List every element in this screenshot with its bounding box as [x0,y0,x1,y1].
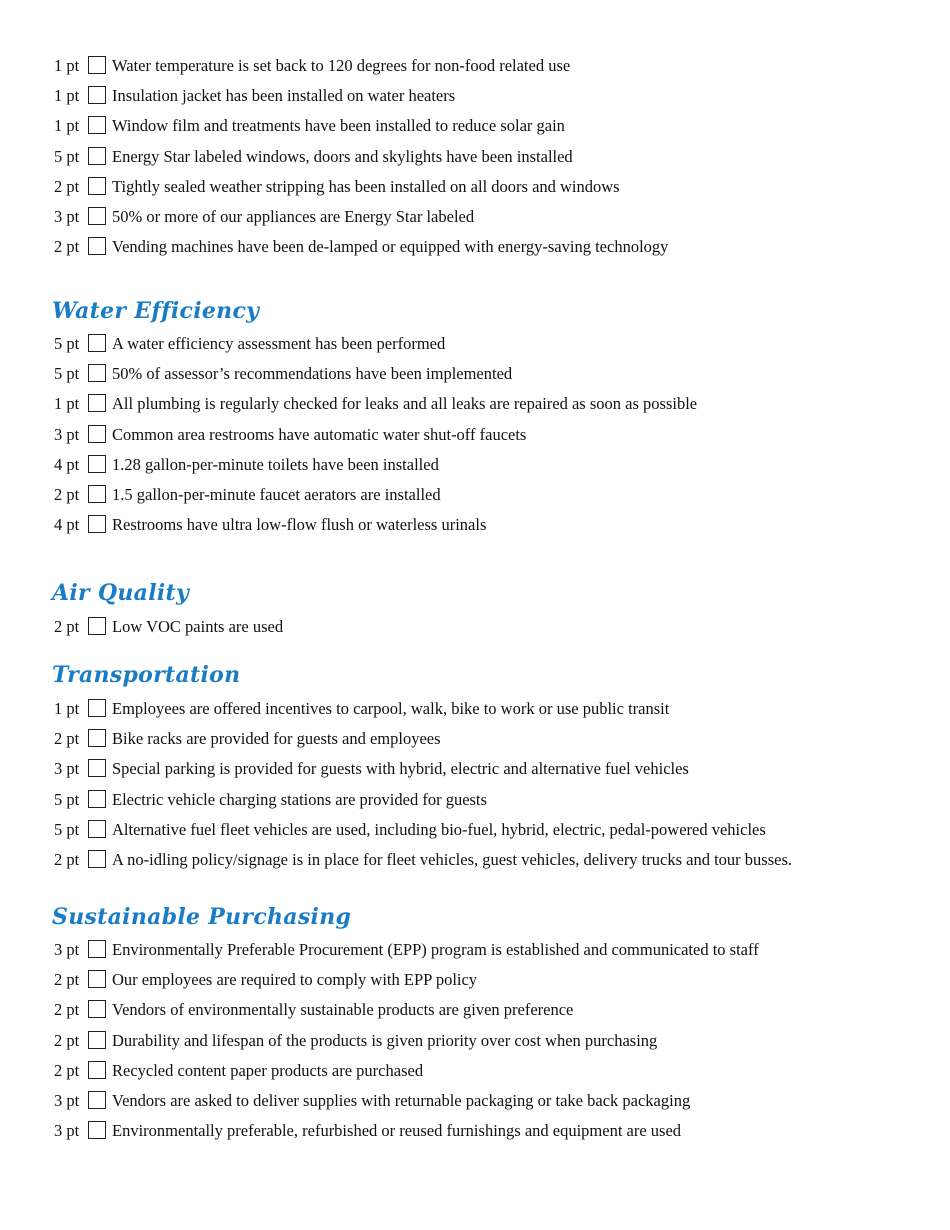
item-text: Vendors are asked to deliver supplies with returnable packaging or take back packaging [112,1090,691,1110]
checklist-item [0,424,950,454]
checklist-item [0,1120,950,1150]
item-checkbox[interactable] [88,1091,106,1109]
item-points: 2 pt [54,237,80,257]
item-checkbox[interactable] [88,515,106,533]
item-text: Insulation jacket has been installed on water heaters [112,86,456,106]
item-text: Durability and lifespan of the products is given priority over cost when purchasing [112,1030,658,1050]
item-points: 3 pt [54,206,80,226]
item-checkbox[interactable] [88,455,106,473]
item-points: 3 pt [54,759,80,779]
item-checkbox[interactable] [88,364,106,382]
item-points: 2 pt [54,970,80,990]
item-text: 50% of assessor’s recommendations have been implemented [112,364,513,384]
item-text: All plumbing is regularly checked for leaks and all leaks are repaired as soon as possible [112,394,698,414]
item-checkbox[interactable] [88,56,106,74]
item-text: A no-idling policy/signage is in place for fleet vehicles, guest vehicles, delivery trucks and tour busses. [112,849,792,869]
item-text: Tightly sealed weather stripping has been installed on all doors and windows [112,176,620,196]
item-checkbox[interactable] [88,1121,106,1139]
checklist-item [0,514,950,544]
item-points: 2 pt [54,1000,80,1020]
item-checkbox[interactable] [88,759,106,777]
item-checkbox[interactable] [88,334,106,352]
item-text: Our employees are required to comply with EPP policy [112,970,478,990]
item-points: 3 pt [54,1090,80,1110]
item-points: 4 pt [54,454,80,474]
item-text: Environmentally Preferable Procurement (EPP) program is established and communicated to staff [112,940,759,959]
item-checkbox[interactable] [88,116,106,134]
checklist-item [0,363,950,393]
item-points: 2 pt [54,1030,80,1050]
item-points: 5 pt [54,789,80,809]
checklist-item [0,849,950,879]
item-text: Special parking is provided for guests with hybrid, electric and alternative fuel vehicles [112,759,689,779]
item-points: 3 pt [54,424,80,444]
item-text: Energy Star labeled windows, doors and skylights have been installed [112,146,573,166]
item-points: 3 pt [54,1121,80,1141]
checklist-item [0,758,950,788]
item-text: Environmentally preferable, refurbished or reused furnishings and equipment are used [112,1121,682,1141]
item-points: 2 pt [54,176,80,196]
item-checkbox[interactable] [88,617,106,635]
item-points: 1 pt [54,699,80,718]
item-checkbox[interactable] [88,1061,106,1079]
item-text: Restrooms have ultra low-flow flush or waterless urinals [112,515,487,535]
item-checkbox[interactable] [88,970,106,988]
item-points: 1 pt [54,56,80,75]
checklist-item [0,789,950,819]
item-checkbox[interactable] [88,1031,106,1049]
item-text: Low VOC paints are used [112,617,284,636]
checklist-item [0,236,950,266]
item-checkbox[interactable] [88,729,106,747]
item-points: 4 pt [54,515,80,535]
item-checkbox[interactable] [88,147,106,165]
item-checkbox[interactable] [88,394,106,412]
item-checkbox[interactable] [88,207,106,225]
item-checkbox[interactable] [88,1000,106,1018]
item-points: 5 pt [54,364,80,384]
item-checkbox[interactable] [88,86,106,104]
item-points: 5 pt [54,334,80,353]
item-text: Common area restrooms have automatic water shut-off faucets [112,424,527,444]
checklist-item [0,698,950,728]
item-checkbox[interactable] [88,699,106,717]
item-list [0,698,950,879]
checklist-item [0,146,950,176]
item-points: 1 pt [54,86,80,106]
item-checkbox[interactable] [88,425,106,443]
item-checkbox[interactable] [88,177,106,195]
item-points: 2 pt [54,484,80,504]
item-points: 2 pt [54,617,80,636]
checklist-item [0,1030,950,1060]
item-list [0,333,950,544]
checklist-item [0,999,950,1029]
checklist-item [0,939,950,969]
item-text: Bike racks are provided for guests and employees [112,729,441,749]
checklist-item [0,206,950,236]
checklist-item [0,393,950,423]
item-points: 1 pt [54,394,80,414]
section-heading: Transportation [52,662,241,688]
checklist-item [0,1090,950,1120]
item-text: A water efficiency assessment has been performed [112,334,446,353]
item-text: Vendors of environmentally sustainable products are given preference [112,1000,574,1020]
item-checkbox[interactable] [88,820,106,838]
item-points: 2 pt [54,1060,80,1080]
section-heading: Water Efficiency [52,298,260,324]
item-list [0,55,950,266]
section-heading: Air Quality [52,580,190,606]
item-text: 1.5 gallon-per-minute faucet aerators are installed [112,484,441,504]
item-list [0,939,950,1150]
item-checkbox[interactable] [88,790,106,808]
item-text: Vending machines have been de-lamped or equipped with energy-saving technology [112,237,669,257]
checklist-item [0,728,950,758]
item-points: 2 pt [54,849,80,869]
checklist-item [0,819,950,849]
item-checkbox[interactable] [88,940,106,958]
item-text: Window film and treatments have been installed to reduce solar gain [112,116,565,136]
checklist-item [0,55,950,85]
checklist-item [0,115,950,145]
item-text: 50% or more of our appliances are Energy Star labeled [112,206,475,226]
checklist-item [0,616,950,646]
item-text: Recycled content paper products are purchased [112,1060,424,1080]
item-text: Employees are offered incentives to carpool, walk, bike to work or use public transit [112,699,670,718]
item-text: 1.28 gallon-per-minute toilets have been installed [112,454,439,474]
checklist-item [0,1060,950,1090]
item-text: Alternative fuel fleet vehicles are used, including bio-fuel, hybrid, electric, pedal-powered vehicles [112,819,766,839]
item-text: Water temperature is set back to 120 degrees for non-food related use [112,56,571,75]
checklist-item [0,85,950,115]
checklist-item [0,333,950,363]
checklist-item [0,484,950,514]
item-checkbox[interactable] [88,850,106,868]
checklist-item [0,969,950,999]
item-points: 1 pt [54,116,80,136]
item-list [0,616,950,646]
checklist-item [0,454,950,484]
item-checkbox[interactable] [88,237,106,255]
item-points: 5 pt [54,146,80,166]
item-checkbox[interactable] [88,485,106,503]
checklist-item [0,176,950,206]
item-points: 5 pt [54,819,80,839]
item-points: 3 pt [54,940,80,959]
section-heading: Sustainable Purchasing [52,904,352,930]
item-points: 2 pt [54,729,80,749]
item-text: Electric vehicle charging stations are provided for guests [112,789,487,809]
